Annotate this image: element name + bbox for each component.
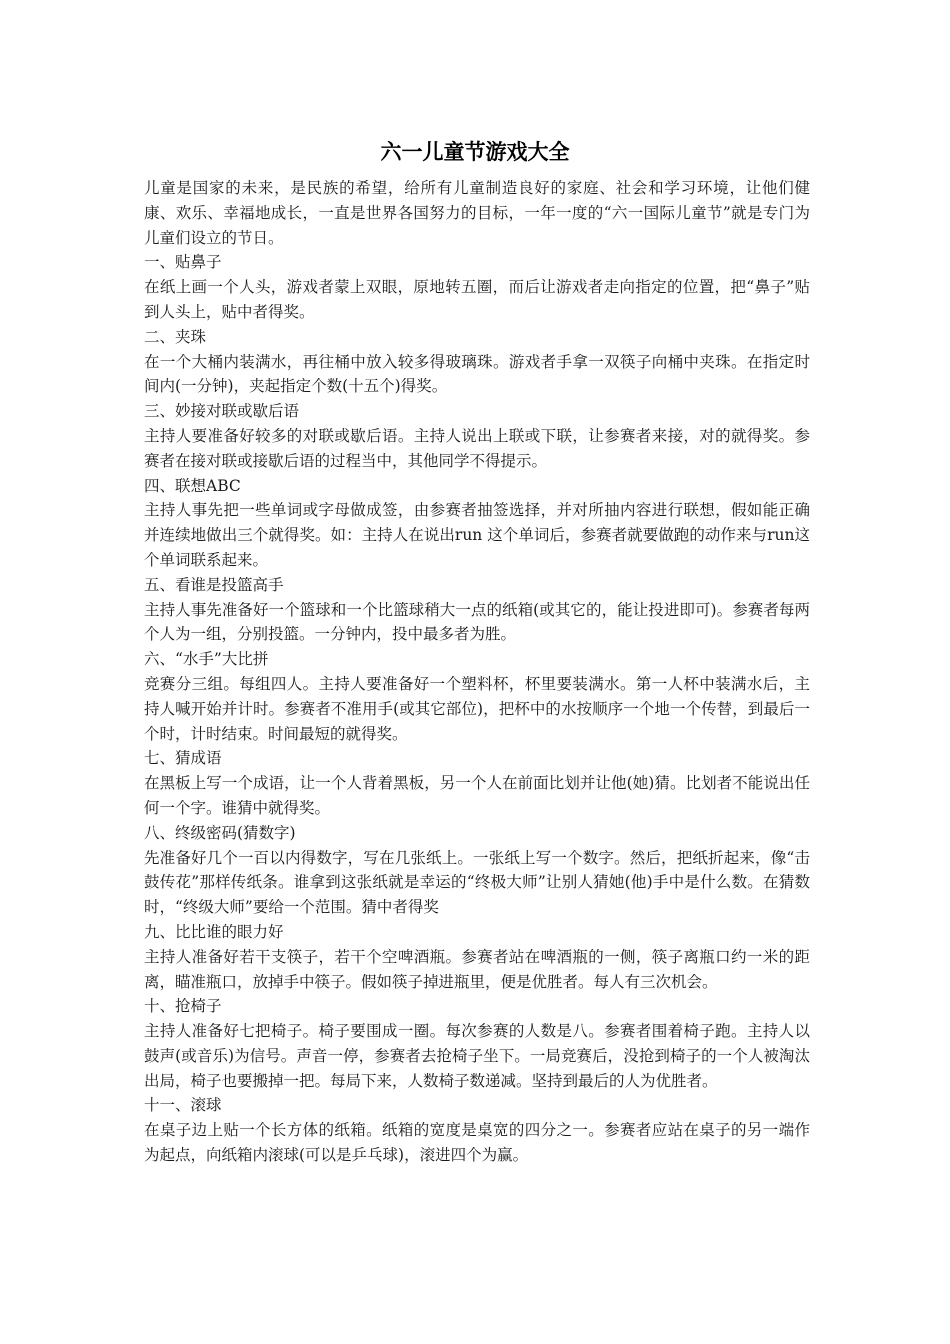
section-text: 主持人准备好七把椅子。椅子要围成一圈。每次参赛的人数是八。参赛者围着椅子跑。主持人以鼓声(或音乐)为信号。声音一停，参赛者去抢椅子坐下。一局竞赛后，没抢到椅子的一个人被淘汰出局，椅子也要搬掉一把。每局下来，人数椅子数递减。坚持到最后的人为优胜者。 [144, 1022, 810, 1090]
section-heading: 八、终级密码(猜数字) [144, 823, 296, 842]
document-body [144, 176, 810, 1168]
section-text: 主持人事先准备好一个篮球和一个比篮球稍大一点的纸箱(或其它的，能让投进即可)。参赛者每两个人为一组，分别投篮。一分钟内，投中最多者为胜。 [144, 600, 810, 644]
intro-paragraph: 儿童是国家的未来，是民族的希望，给所有儿童制造良好的家庭、社会和学习环境，让他们健康、欢乐、幸福地成长，一直是世界各国努力的目标，一年一度的“六一国际儿童节”就是专门为儿童们设立的节日。 [144, 179, 810, 247]
section-heading: 九、比比谁的眼力好 [144, 922, 284, 941]
section-text: 在纸上画一个人头，游戏者蒙上双眼，原地转五圈，而后让游戏者走向指定的位置，把“鼻子”贴到人头上，贴中者得奖。 [144, 278, 810, 321]
section-heading: 五、看谁是投篮高手 [144, 575, 284, 594]
section-text: 主持人事先把一些单词或字母做成签，由参赛者抽签选择，并对所抽内容进行联想，假如能正确并连续地做出三个就得奖。如：主持人在说出run 这个单词后，参赛者就要做跑的动作来与run这个单词联系起来。 [144, 501, 810, 569]
section-heading: 十一、滚球 [144, 1096, 222, 1115]
section-heading: 三、妙接对联或歇后语 [144, 402, 300, 421]
section-heading: 六、“水手”大比拼 [144, 650, 269, 669]
section-heading: 一、贴鼻子 [144, 253, 222, 272]
section-heading: 四、联想ABC [144, 476, 241, 495]
section-text: 主持人准备好若干支筷子，若干个空啤酒瓶。参赛者站在啤酒瓶的一侧，筷子离瓶口约一米的距离，瞄准瓶口，放掉手中筷子。假如筷子掉进瓶里，便是优胜者。每人有三次机会。 [144, 947, 810, 991]
section-text: 先准备好几个一百以内得数字，写在几张纸上。一张纸上写一个数字。然后，把纸折起来，像“击鼓传花”那样传纸条。谁拿到这张纸就是幸运的“终极大师”让别人猜她(他)手中是什么数。在猜数时，“终级大师”要给一个范围。猜中者得奖 [144, 848, 810, 917]
document-title: 六一儿童节游戏大全 [380, 140, 570, 164]
section-text: 在一个大桶内装满水，再往桶中放入较多得玻璃珠。游戏者手拿一双筷子向桶中夹珠。在指定时间内(一分钟)，夹起指定个数(十五个)得奖。 [144, 352, 810, 396]
section-heading: 七、猜成语 [144, 749, 222, 768]
section-heading: 十、抢椅子 [144, 997, 222, 1016]
section-text: 主持人要准备好较多的对联或歇后语。主持人说出上联或下联，让参赛者来接，对的就得奖。参赛者在接对联或接歇后语的过程当中，其他同学不得提示。 [144, 426, 810, 470]
section-heading: 二、夹珠 [144, 327, 207, 346]
section-text: 在桌子边上贴一个长方体的纸箱。纸箱的宽度是桌宽的四分之一。参赛者应站在桌子的另一端作为起点，向纸箱内滚球(可以是乒乓球)，滚进四个为赢。 [144, 1121, 810, 1165]
section-text: 竞赛分三组。每组四人。主持人要准备好一个塑料杯，杯里要装满水。第一人杯中装满水后，主持人喊开始并计时。参赛者不准用手(或其它部位)，把杯中的水按顺序一个地一个传替，到最后一个时，计时结束。时间最短的就得奖。 [144, 674, 810, 743]
section-text: 在黑板上写一个成语，让一个人背着黑板，另一个人在前面比划并让他(她)猜。比划者不能说出任何一个字。谁猜中就得奖。 [144, 774, 810, 817]
